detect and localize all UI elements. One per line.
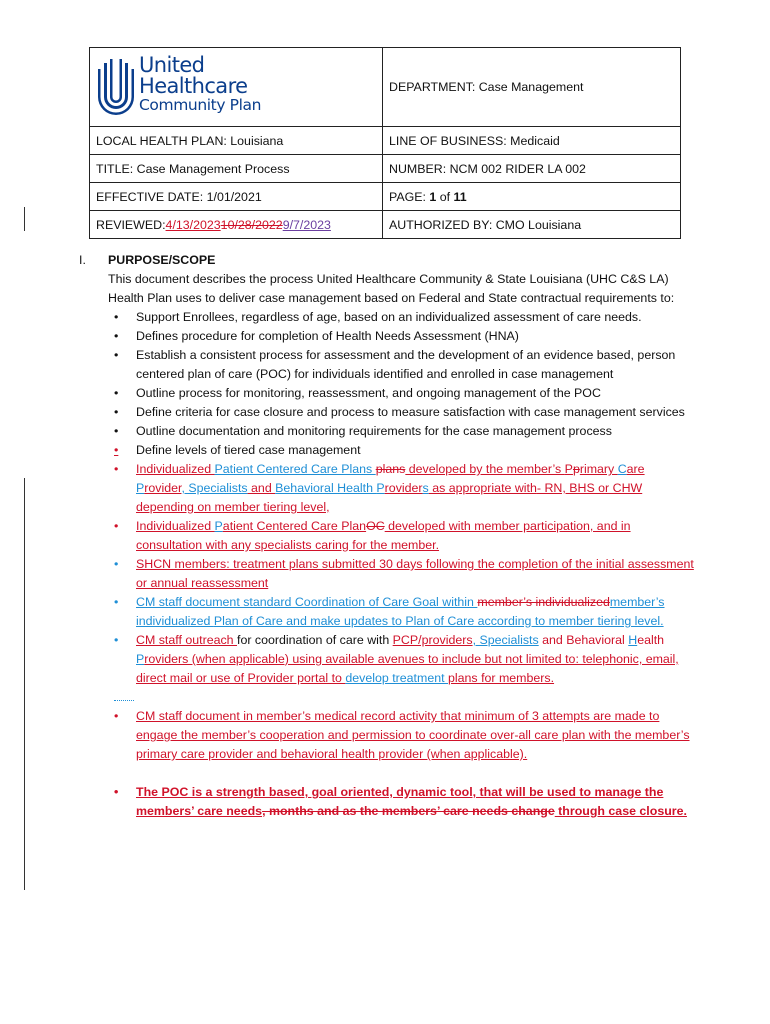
tracked-delete: OC — [366, 519, 385, 533]
bullet-text: Outline documentation and monitoring requirements for the case management process — [136, 424, 612, 438]
tracked-delete: plans — [375, 462, 406, 476]
logo-line-community-plan: Community Plan — [139, 96, 262, 114]
tracked-insert: as appropriate with — [428, 481, 537, 495]
bullet-dot: • — [114, 633, 119, 647]
logo-cell — [90, 48, 383, 127]
tracked-insert: CM staff document in member’s medical record activity that minimum of 3 attempts are made to engage the member’s cooperation and permission to coordinate over-all care plan with the member’s primary care provider and behavioral health provider (when applicable). — [136, 709, 690, 761]
reviewed-cell — [90, 211, 383, 239]
list-item — [108, 555, 694, 593]
reviewed-date-inserted: 4/13/2023 — [165, 217, 221, 232]
policy-header-table — [89, 47, 681, 239]
bullet-dot: • — [114, 424, 119, 438]
tracked-insert: P — [214, 519, 223, 533]
bullet-dot: • — [114, 310, 119, 324]
list-item — [108, 308, 694, 327]
bullet-dot: • — [114, 557, 119, 571]
list-item — [108, 441, 694, 460]
bullet-dot: • — [114, 462, 119, 476]
tracked-insert: P — [564, 462, 573, 476]
tracked-insert: , Specialists — [181, 481, 248, 495]
bullet-dot: • — [114, 709, 119, 723]
bullet-text: Support Enrollees, regardless of age, based on an individualized assessment of care needs. — [136, 310, 642, 324]
empty-tracked-paragraph — [108, 688, 694, 707]
tracked-insert: C — [617, 462, 627, 476]
list-item — [108, 384, 694, 403]
bullet-text: for coordination of care with — [237, 633, 393, 647]
tracked-insert: ealth — [637, 633, 665, 647]
bullet-text: Define levels of tiered case management — [136, 443, 361, 457]
tracked-insert: H — [628, 633, 638, 647]
bullet-text: Define criteria for case closure and process to measure satisfaction with case management services — [136, 405, 685, 419]
reviewed-date-deleted: 10/28/2022 — [220, 217, 283, 232]
line-of-business-cell: LINE OF BUSINESS: Medicaid — [383, 127, 681, 155]
tracked-insert: member’s individualized — [136, 595, 665, 628]
tracked-insert: developed by the member’s — [405, 462, 565, 476]
tracked-insert: roviders (when applicable) using available avenues to include but not limited to: telephonic, email, direct mail or use of Provider portal to — [136, 652, 679, 685]
logo-line-healthcare: Healthcare — [139, 74, 248, 98]
bullet-dot: • — [114, 443, 119, 457]
list-item — [108, 593, 694, 631]
change-bar-header — [24, 207, 25, 231]
number-cell: NUMBER: NCM 002 RIDER LA 002 — [383, 155, 681, 183]
list-item — [108, 707, 694, 764]
tracked-insert: are — [626, 462, 645, 476]
authorized-by-cell: AUTHORIZED BY: CMO Louisiana — [383, 211, 681, 239]
bullet-dot: • — [114, 785, 119, 799]
page-of: of — [436, 189, 454, 204]
tracked-insert: and — [247, 481, 276, 495]
effective-date-cell: EFFECTIVE DATE: 1/01/2021 — [90, 183, 383, 211]
bullet-dot: • — [114, 348, 119, 362]
tracked-insert: The POC is a strength based, goal oriented, dynamic tool, that will be used to manage the members’ care needs — [136, 785, 664, 818]
empty-insert-marker — [114, 700, 134, 701]
change-bar-body — [24, 478, 25, 890]
tracked-insert: through case closure. — [554, 804, 687, 818]
tracked-insert: P — [136, 481, 145, 495]
tracked-insert: - RN, BHS or CHW depending on member tiering level, — [136, 481, 643, 514]
section-purpose-scope — [79, 251, 694, 821]
section-intro: This document describes the process United Healthcare Community & State Louisiana (UHC C&S LA) Health Plan uses to deliver case management based on Federal and State contractual requirements to: — [108, 272, 675, 305]
scope-bullet-list — [108, 308, 694, 688]
scope-bullet-list-continued — [108, 707, 694, 764]
bullet-dot: • — [114, 519, 119, 533]
bullet-dot: • — [114, 595, 119, 609]
tracked-insert: develop treatment — [345, 671, 448, 685]
tracked-insert: rimary — [579, 462, 618, 476]
tracked-insert: CM staff outreach — [136, 633, 238, 647]
bullet-text: Establish a consistent process for assessment and the development of an evidence based, person centered plan of care (POC) for individuals identified and enrolled in case management — [136, 348, 676, 381]
list-item — [108, 517, 694, 555]
uhc-logo — [96, 53, 376, 121]
bullet-text: Defines procedure for completion of Health Needs Assessment (HNA) — [136, 329, 519, 343]
page-cell — [383, 183, 681, 211]
title-cell: TITLE: Case Management Process — [90, 155, 383, 183]
tracked-insert: Patient Centered Care Plans — [214, 462, 376, 476]
tracked-insert: plans for members. — [448, 671, 555, 685]
tracked-insert: s — [422, 481, 429, 495]
list-item — [108, 460, 694, 517]
tracked-insert: Plan of Care and make updates to Plan of Care according to member tiering level. — [213, 614, 664, 628]
tracked-insert: , Specialists — [472, 633, 539, 647]
tracked-delete: , months and as the members’ care needs change — [262, 804, 555, 818]
blank-line — [108, 764, 694, 783]
scope-bullet-list-final — [108, 783, 694, 821]
bullet-text: Outline process for monitoring, reassessment, and ongoing management of the POC — [136, 386, 601, 400]
tracked-insert: SHCN members: treatment plans submitted 30 days following the completion of the initial assessment or annual reassessment — [136, 557, 694, 590]
page-current: 1 — [429, 189, 437, 204]
reviewed-date-latest: 9/7/2023 — [282, 217, 331, 232]
tracked-insert: CM staff document standard Coordination of Care Goal within — [136, 595, 478, 609]
uhc-logo-icon — [96, 55, 136, 121]
list-item — [108, 327, 694, 346]
logo-line-united: United — [139, 53, 205, 77]
page-prefix: PAGE: — [389, 189, 430, 204]
list-item — [108, 403, 694, 422]
tracked-insert: PCP/providers — [392, 633, 473, 647]
tracked-insert: developed with member participation, and in consultation with any specialists caring for the member. — [136, 519, 631, 552]
list-item — [108, 422, 694, 441]
bullet-dot: • — [114, 386, 119, 400]
tracked-insert: Individualized — [136, 519, 215, 533]
tracked-insert: atient Centered Care Plan — [222, 519, 367, 533]
page-total: 11 — [453, 189, 467, 204]
tracked-insert: rovider — [144, 481, 182, 495]
bullet-dot: • — [114, 329, 119, 343]
tracked-delete: member’s individualized — [477, 595, 610, 609]
tracked-insert: Individualized — [136, 462, 215, 476]
department-cell: DEPARTMENT: Case Management — [383, 48, 681, 127]
tracked-insert: and Behavioral — [538, 633, 629, 647]
reviewed-label: REVIEWED: — [96, 217, 166, 232]
list-item — [108, 346, 694, 384]
section-title: PURPOSE/SCOPE — [108, 253, 216, 267]
tracked-insert: Behavioral Health — [275, 481, 377, 495]
bullet-dot: • — [114, 405, 119, 419]
list-item — [108, 631, 694, 688]
tracked-insert: P — [136, 652, 145, 666]
list-item — [108, 783, 694, 821]
section-number: I. — [79, 253, 86, 267]
local-health-plan-cell: LOCAL HEALTH PLAN: Louisiana — [90, 127, 383, 155]
tracked-delete: p — [572, 462, 580, 476]
tracked-insert: rovider — [384, 481, 423, 495]
tracked-insert: P — [376, 481, 385, 495]
